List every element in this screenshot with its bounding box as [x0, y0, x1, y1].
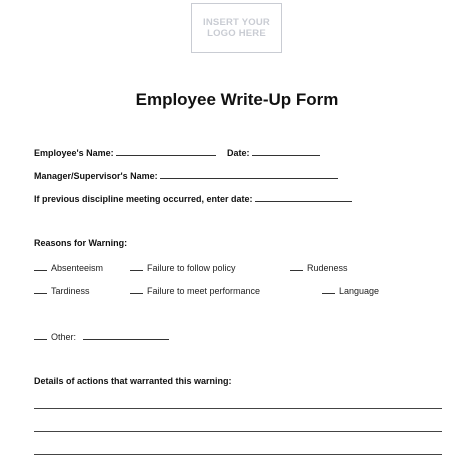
reason-other-label: Other: — [51, 332, 77, 342]
form-title: Employee Write-Up Form — [135, 90, 339, 109]
date-row — [227, 147, 320, 158]
logo-placeholder — [191, 3, 282, 53]
reason-option-label: Tardiness — [51, 286, 90, 296]
manager-name-label: Manager/Supervisor's Name: — [34, 171, 158, 181]
employee-name-label: Employee's Name: — [34, 148, 114, 158]
previous-meeting-label: If previous discipline meeting occurred, enter date: — [34, 194, 253, 204]
employee-name-row — [34, 147, 216, 158]
reason-option-label: Rudeness — [307, 263, 348, 273]
manager-name-field[interactable] — [160, 170, 338, 179]
logo-text-line1: INSERT YOUR — [203, 17, 270, 28]
details-heading: Details of actions that warranted this warning: — [34, 376, 232, 386]
details-line[interactable] — [34, 408, 442, 409]
reason-option-label: Failure to meet performance — [147, 286, 261, 296]
reason-option-label: Failure to follow policy — [147, 263, 236, 273]
checkbox-blank[interactable] — [34, 262, 47, 271]
previous-meeting-row — [34, 193, 352, 204]
date-label: Date: — [227, 148, 250, 158]
checkbox-blank[interactable] — [130, 285, 143, 294]
reason-option[interactable] — [130, 285, 260, 296]
reason-option[interactable] — [34, 262, 103, 273]
reason-other[interactable] — [34, 331, 169, 342]
checkbox-blank[interactable] — [130, 262, 143, 271]
details-line[interactable] — [34, 454, 442, 455]
reason-option-label: Absenteeism — [51, 263, 104, 273]
other-reason-field[interactable] — [83, 331, 169, 340]
checkbox-blank[interactable] — [34, 285, 47, 294]
checkbox-blank[interactable] — [34, 331, 47, 340]
checkbox-blank[interactable] — [290, 262, 303, 271]
reason-option[interactable] — [34, 285, 90, 296]
reason-option[interactable] — [290, 262, 348, 273]
manager-name-row — [34, 170, 338, 181]
date-field[interactable] — [252, 147, 320, 156]
employee-name-field[interactable] — [116, 147, 216, 156]
reason-option-label: Language — [339, 286, 380, 296]
reason-option[interactable] — [322, 285, 379, 296]
checkbox-blank[interactable] — [322, 285, 335, 294]
reason-option[interactable] — [130, 262, 236, 273]
details-line[interactable] — [34, 431, 442, 432]
reasons-heading: Reasons for Warning: — [34, 238, 128, 248]
logo-text-line2: LOGO HERE — [207, 28, 266, 39]
previous-meeting-date-field[interactable] — [255, 193, 352, 202]
